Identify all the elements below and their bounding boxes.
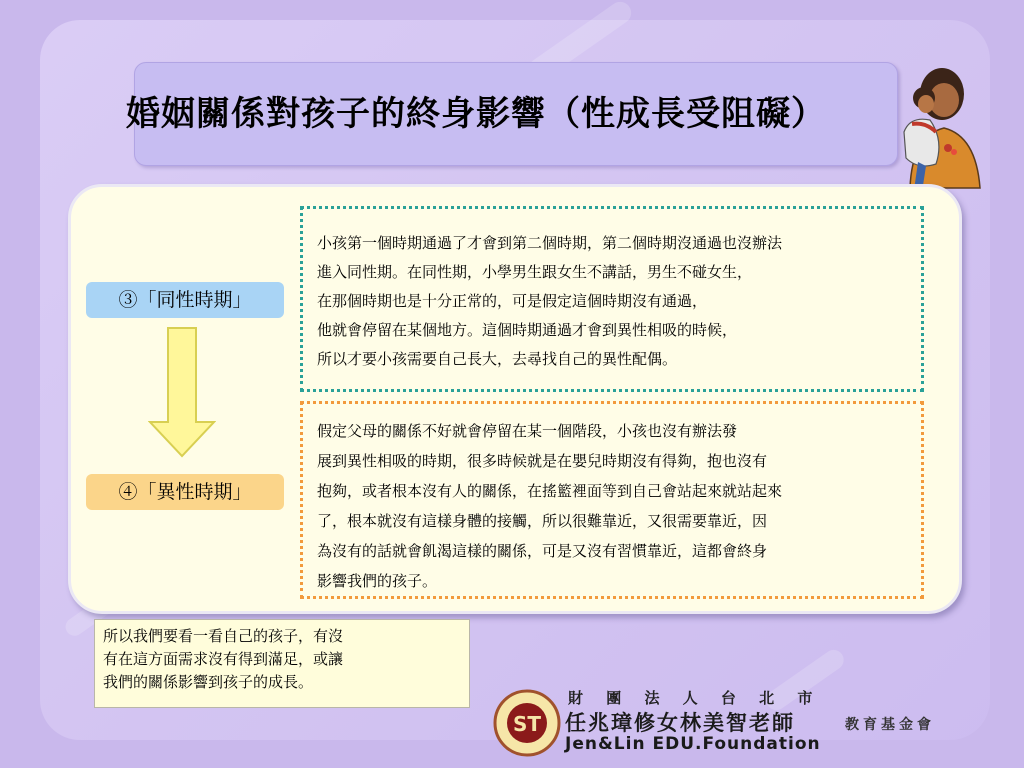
text-line: 影響我們的孩子。 xyxy=(317,572,438,590)
foundation-english-name: Jen&Lin EDU.Foundation xyxy=(565,734,821,754)
reflection-note xyxy=(94,619,470,708)
down-arrow-icon xyxy=(148,326,216,458)
note-line: 所以我們要看一看自己的孩子，有沒 xyxy=(103,627,344,645)
text-line: 他就會停留在某個地方。這個時期通過才會到異性相吸的時候， xyxy=(317,321,738,339)
text-line: 小孩第一個時期通過了才會到第二個時期，第二個時期沒通過也沒辦法 xyxy=(317,234,783,252)
text-line: 進入同性期。在同性期，小學男生跟女生不講話，男生不碰女生， xyxy=(317,263,753,281)
opposite-sex-stage-label: ④「異性時期」 xyxy=(86,474,284,510)
same-sex-stage-label: ③「同性時期」 xyxy=(86,282,284,318)
text-line: 抱夠，或者根本沒有人的關係，在搖籃裡面等到自己會站起來就站起來 xyxy=(317,482,783,500)
text-line: 假定父母的關係不好就會停留在某一個階段，小孩也沒有辦法發 xyxy=(317,422,738,440)
foundation-logo-icon xyxy=(492,688,562,758)
logo-emblem-text: ST xyxy=(512,712,542,736)
foundation-name-prefix: 財 團 法 人 台 北 市 xyxy=(568,689,822,707)
note-line: 我們的關係影響到孩子的成長。 xyxy=(103,673,314,691)
text-line: 了，根本就沒有這樣身體的接觸，所以很難靠近，又很需要靠近，因 xyxy=(317,512,768,530)
text-line: 在那個時期也是十分正常的，可是假定這個時期沒有通過， xyxy=(317,292,708,310)
mother-child-illustration xyxy=(896,58,992,198)
text-line: 展到異性相吸的時期，很多時候就是在嬰兒時期沒有得夠，抱也沒有 xyxy=(317,452,768,470)
same-sex-description xyxy=(300,206,924,392)
text-line: 所以才要小孩需要自己長大，去尋找自己的異性配偶。 xyxy=(317,350,678,368)
opposite-sex-description xyxy=(300,401,924,599)
note-line: 有在這方面需求沒有得到滿足，或讓 xyxy=(103,650,344,668)
text-line: 為沒有的話就會飢渴這樣的關係，可是又沒有習慣靠近，這都會終身 xyxy=(317,542,768,560)
foundation-name-suffix: 教育基金會 xyxy=(845,717,935,733)
foundation-name: 任兆璋修女林美智老師 xyxy=(565,711,795,735)
slide-title: 婚姻關係對孩子的終身影響（性成長受阻礙） xyxy=(126,94,826,134)
